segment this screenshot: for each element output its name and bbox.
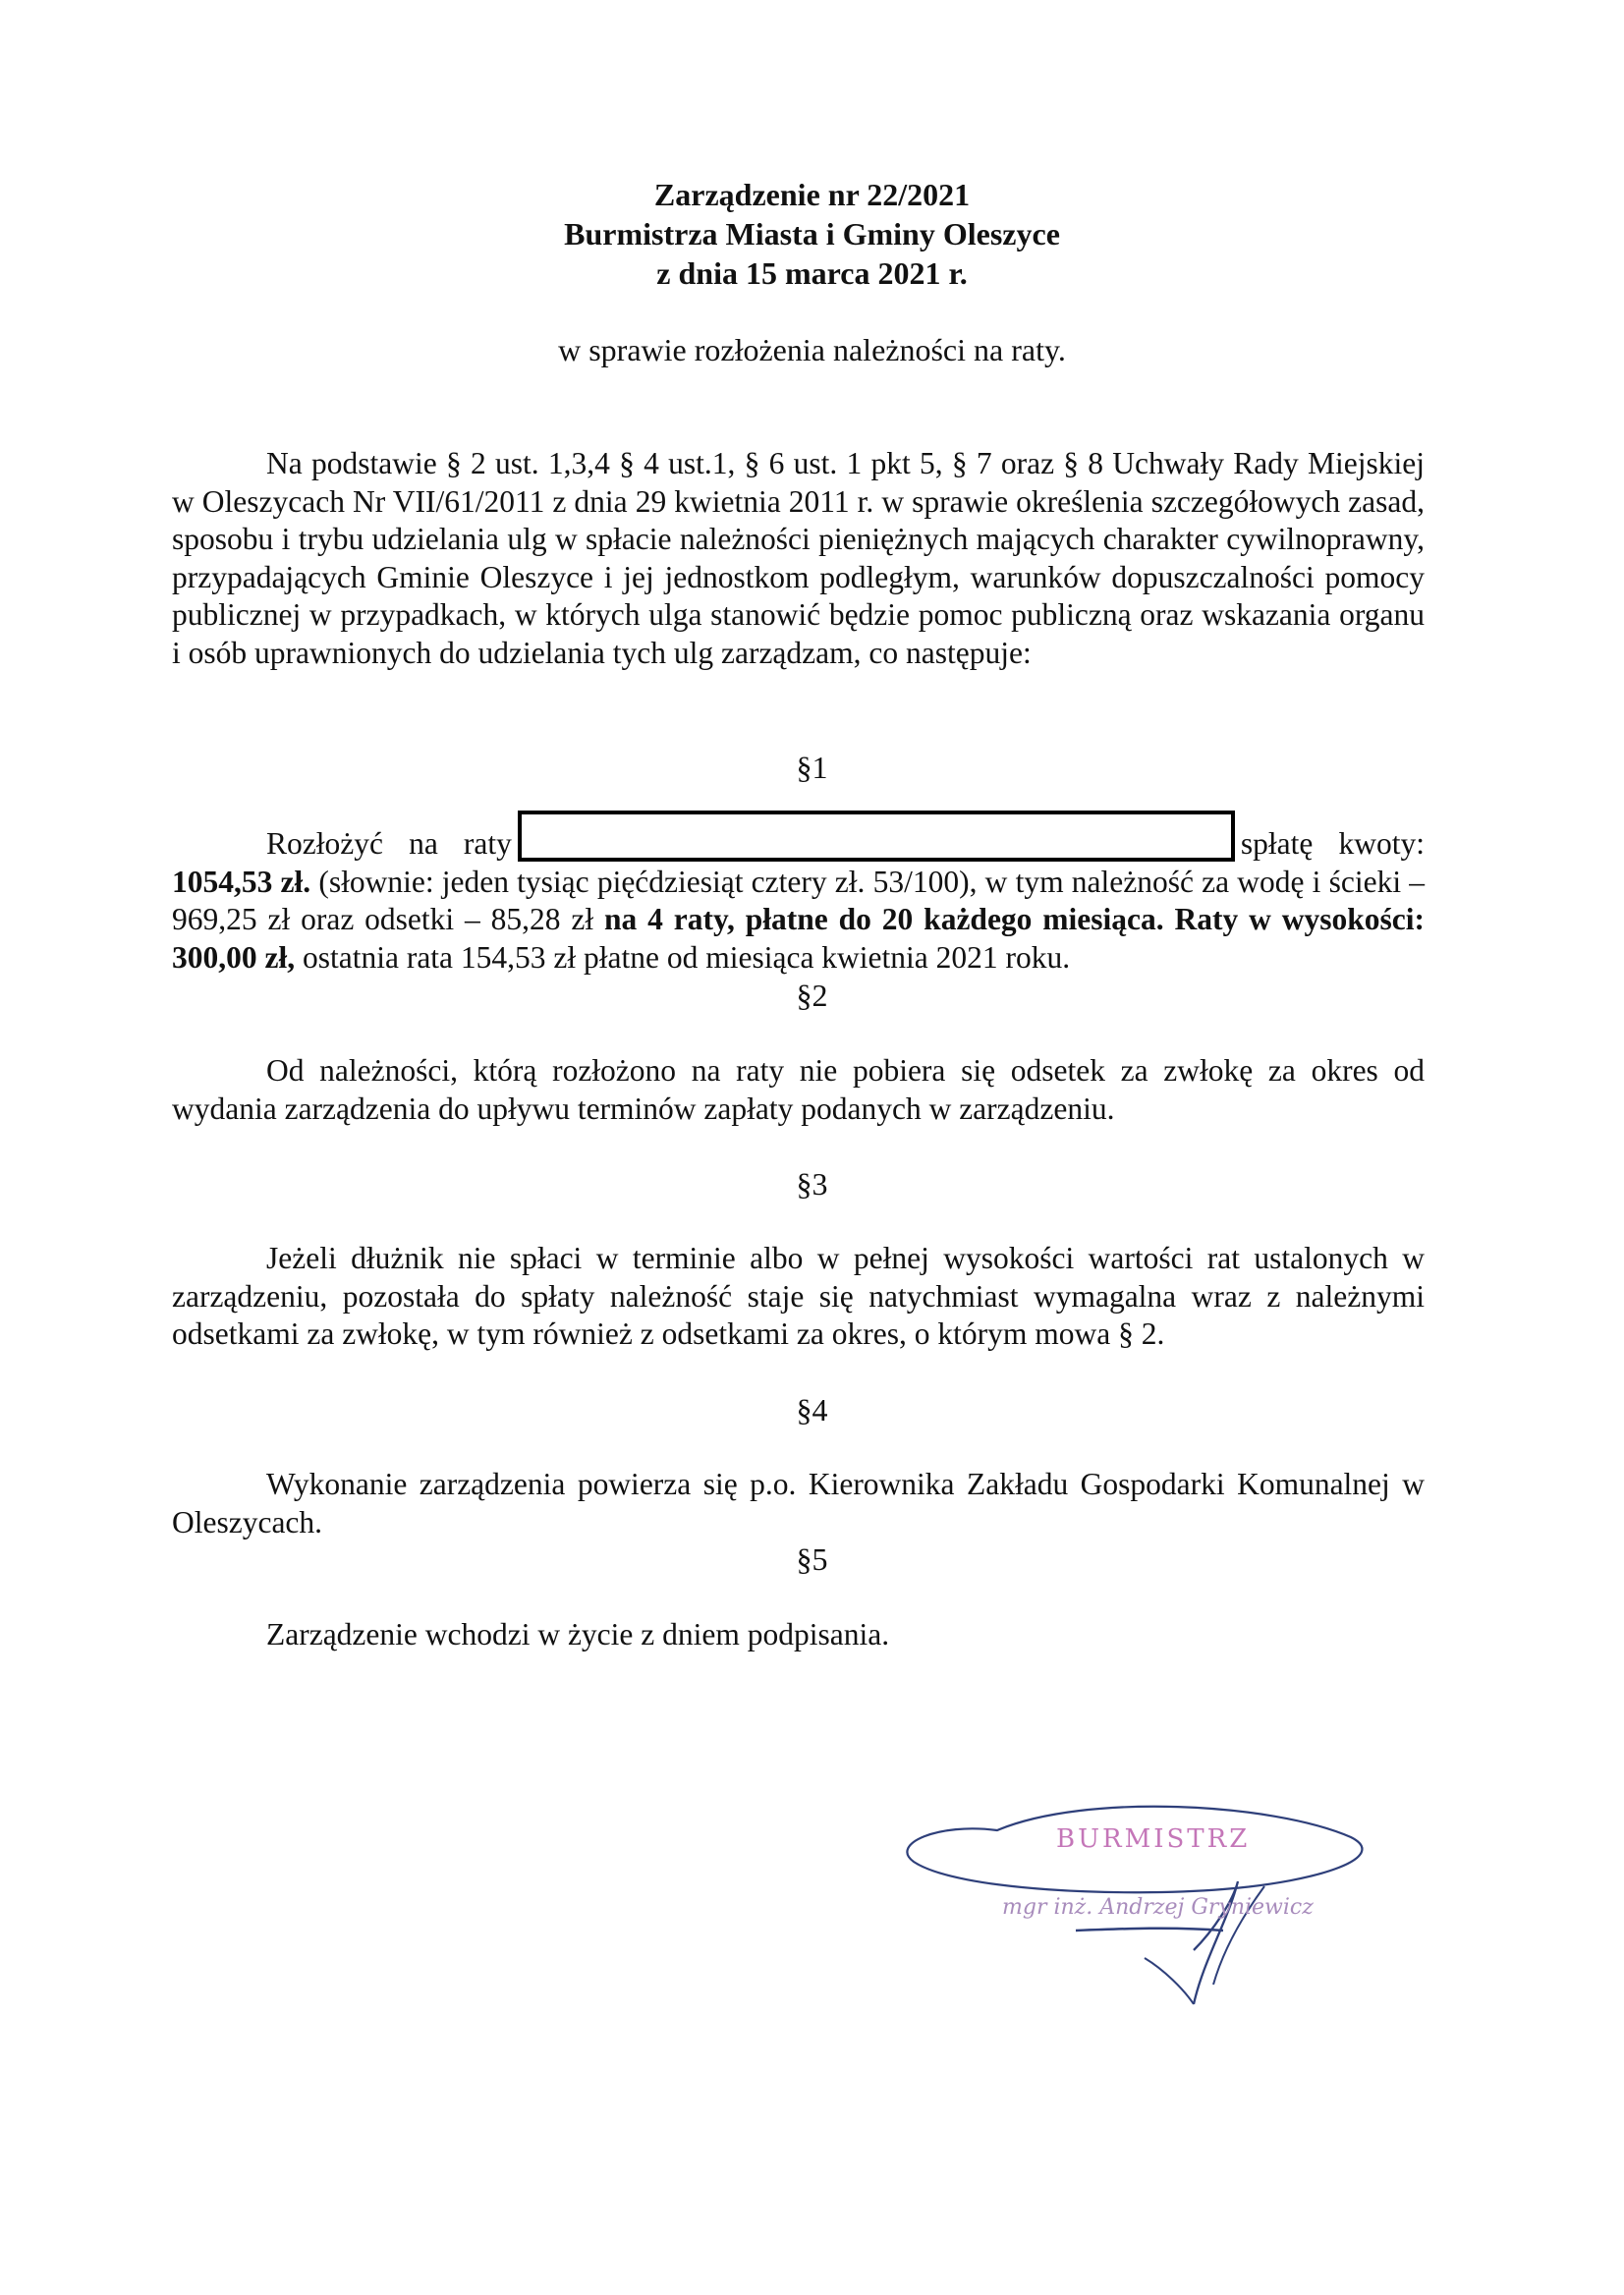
section-1-part-1: Rozłożyć na raty <box>266 826 512 861</box>
section-1-part-2: spłatę kwoty: <box>1240 826 1425 861</box>
section-2-text: Od należności, którą rozłożono na raty nie pobiera się odsetek za zwłokę za okres od wydania zarządzenia do upływu terminów zapłaty podanych w zarządzeniu. <box>172 1053 1425 1126</box>
section-3-symbol: §3 <box>796 1166 828 1202</box>
section-4-symbol: §4 <box>796 1392 828 1427</box>
signature-tick <box>1145 1958 1194 2004</box>
section-1-symbol: §1 <box>796 750 828 785</box>
redaction-box <box>518 811 1235 862</box>
stamp-title: BURMISTRZ <box>1056 1824 1251 1854</box>
signature-stroke <box>1076 1929 1223 1931</box>
section-1-text <box>172 811 1425 977</box>
section-1-part-3: (słownie: jeden tysiąc pięćdziesiąt cztery zł. 53/100), w tym należność za wodę i ścieki – 969,25 zł oraz odsetki – 85,28 zł <box>172 864 1426 936</box>
section-2-symbol: §2 <box>796 978 828 1013</box>
section-1-amount: 1054,53 zł. <box>172 864 311 899</box>
document-header <box>0 175 1624 293</box>
document-subject: w sprawie rozłożenia należności na raty. <box>558 332 1066 367</box>
stamp-name: mgr inż. Andrzej Gryniewicz <box>1002 1895 1314 1920</box>
header-title: Zarządzenie nr 22/2021 <box>653 177 971 212</box>
section-1-installments: na 4 raty, płatne do 20 każdego miesiąca. Raty w wysokości: 300,00 zł, <box>172 902 1425 975</box>
section-5-text: Zarządzenie wchodzi w życie z dniem podpisania. <box>266 1617 890 1651</box>
section-4-text: Wykonanie zarządzenia powierza się p.o. Kierownika Zakładu Gospodarki Komunalnej w Oleszycach. <box>172 1467 1425 1539</box>
header-issuer: Burmistrza Miasta i Gminy Oleszyce <box>564 216 1060 252</box>
header-date: z dnia 15 marca 2021 r. <box>656 255 968 291</box>
preamble: Na podstawie § 2 ust. 1,3,4 § 4 ust.1, § 6 ust. 1 pkt 5, § 7 oraz § 8 Uchwały Rady Miejskiej w Oleszycach Nr VII/61/2011 z dnia 29 kwietnia 2011 r. w sprawie określenia szczegółowych zasad, sposobu i trybu udzielania ulg w spłacie należności pieniężnych mających charakter cywilnoprawny, przypadających Gminie Oleszyce i jej jednostkom podległym, warunków dopuszczalności pomocy publicznej w przypadkach, w których ulga stanowić będzie pomoc publiczną oraz wskazania organu i osób uprawnionych do udzielania tych ulg zarządzam, co następuje: <box>172 446 1425 670</box>
section-3-text: Jeżeli dłużnik nie spłaci w terminie albo w pełnej wysokości wartości rat ustalonych w zarządzeniu, pozostała do spłaty należność staje się natychmiast wymagalna wraz z należnymi odsetkami za zwłokę, w tym również z odsetkami za okres, o którym mowa § 2. <box>172 1241 1425 1351</box>
mayor-stamp-signature <box>899 1783 1371 2019</box>
section-5-symbol: §5 <box>796 1541 828 1577</box>
section-1-part-4: ostatnia rata 154,53 zł płatne od miesiąca kwietnia 2021 roku. <box>302 939 1071 975</box>
